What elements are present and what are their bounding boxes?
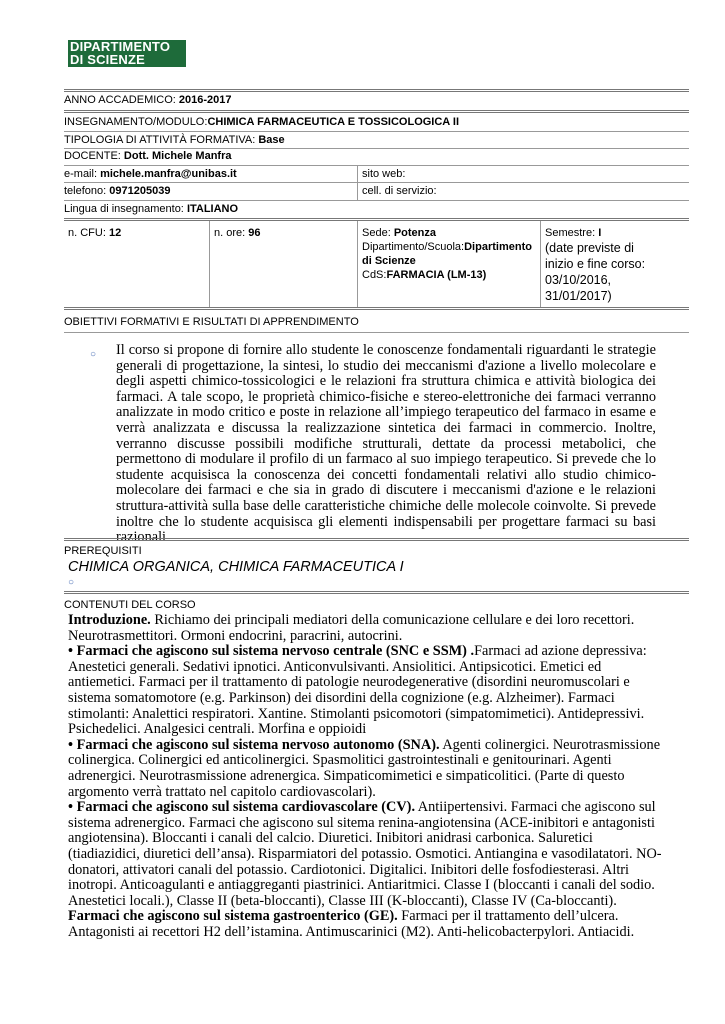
docente-value: Dott. Michele Manfra	[123, 150, 232, 162]
semestre-line-2: inizio e fine corso:	[545, 257, 646, 271]
logo-line-2: DI SCIENZE	[70, 51, 145, 67]
ore-cell: n. ore: 96	[214, 227, 261, 239]
cfu-cell: n. CFU: 12	[68, 227, 122, 239]
tipologia-row: TIPOLOGIA DI ATTIVITÀ FORMATIVA: Base	[64, 134, 285, 146]
semestre-cell: Semestre: I (date previste di inizio e fine corso: 03/10/2016, 31/01/2017)	[545, 226, 685, 304]
rule-10	[64, 332, 689, 333]
rule-2	[64, 110, 689, 113]
vline-contact	[357, 165, 358, 200]
sede-cell: Sede: Potenza Dipartimento/Scuola:Dipartimento di Scienze CdS:FARMACIA (LM-13)	[362, 227, 532, 281]
rule-12	[64, 591, 689, 594]
obiettivi-heading: OBIETTIVI FORMATIVI E RISULTATI DI APPRENDIMENTO	[64, 316, 359, 328]
rule-5	[64, 165, 689, 166]
contenuti-heading: CONTENUTI DEL CORSO	[64, 599, 196, 611]
anno-row: ANNO ACCADEMICO: 2016-2017	[64, 94, 232, 106]
contenuti-intro: Introduzione. Richiamo dei principali mediatori della comunicazione cellulare e dei loro recettori. Neurotrasmettitori. Ormoni endocrini, paracrini, autocrini.	[68, 612, 635, 644]
semestre-line-1: (date previste di	[545, 241, 634, 255]
sede-value: Potenza	[393, 227, 436, 239]
logo-line-1: DIPARTIMENTO	[70, 39, 171, 54]
top-double-rule	[64, 89, 689, 92]
dip-value: Dipartimento	[464, 241, 532, 253]
lingua-row: Lingua di insegnamento: ITALIANO	[64, 203, 239, 215]
contenuti-sna: • Farmaci che agiscono sul sistema nervoso autonomo (SNA). Agenti colinergici. Neurotrasmissione colinergica. Colinergici ed anticolinergici. Spasmolitici gastrointestinali e genitourinari. Agenti adrenergici. Neurotrasmissione adrenergica. Simpaticomimetici e simpaticolitici. (Parte di questo argomento verrà trattato nel capitolo cardiovascolari).	[68, 736, 661, 800]
sito-web-label: sito web:	[362, 168, 406, 180]
rule-9	[64, 307, 689, 310]
rule-7	[64, 200, 689, 201]
email-value: michele.manfra@unibas.it	[100, 168, 237, 180]
prerequisiti-text: CHIMICA ORGANICA, CHIMICA FARMACEUTICA I	[68, 559, 404, 575]
prerequisiti-bullet: ○	[68, 577, 75, 588]
rule-11	[64, 538, 689, 541]
cds-value: FARMACIA (LM-13)	[386, 269, 487, 281]
tipologia-value: Base	[258, 134, 285, 146]
anno-value: 2016-2017	[178, 94, 232, 106]
obiettivi-bullet: ○	[90, 349, 97, 360]
insegnamento-row: INSEGNAMENTO/MODULO:CHIMICA FARMACEUTICA E TOSSICOLOGICA II	[64, 116, 460, 128]
ore-value: 96	[248, 227, 261, 239]
rule-3	[64, 131, 689, 132]
lingua-value: ITALIANO	[186, 203, 239, 215]
insegnamento-value: CHIMICA FARMACEUTICA E TOSSICOLOGICA II	[207, 116, 460, 128]
rule-6	[64, 182, 689, 183]
semestre-line-4: 31/01/2017)	[545, 289, 612, 303]
semestre-value: I	[598, 227, 602, 239]
vline-1	[209, 221, 210, 307]
contenuti-cv: • Farmaci che agiscono sul sistema cardiovascolare (CV). Antiipertensivi. Farmaci che agiscono sul sistema adrenergico. Farmaci che agiscono sul sitema renina-angiotensina (ACE-inibitori e antagonisti angiotensina). Bloccanti i canali del calcio. Diuretici. Inibitori anidrasi carbonica. Saluretici (tiadiazidici, diuretici dell’ansa). Risparmiatori del potassio. Osmotici. Antiangina e vasodilatatori. NO-donatori, attivatori canali del potassio. Cardiotonici. Digitalici. Inibitori delle fosfodiesterasi. Altri inotropi. Anticoagulanti e antiaggreganti piastrinici. Antiaritmici. Classe I (bloccanti i canali del sodio. Anestetici locali.), Classe II (beta-bloccanti), Classe III (K-bloccanti), Classe IV (Ca-bloccanti).	[68, 799, 662, 909]
contenuti-snc: • Farmaci che agiscono sul sistema nervoso centrale (SNC e SSM) .Farmaci ad azione depressiva: Anestetici generali. Sedativi ipnotici. Anticonvulsivanti. Ansiolitici. Antipsicotici. Emetici ed antiemetici. Farmaci per il trattamento di patologie neurodegenerative (disordini neuromuscolari e sistema somatomotore (e.g. Parkinson) dei disordini della cognizione (e.g. Alzheimer). Farmaci stimolanti: Analettici respiratori. Xantine. Stimolanti psicomotori (simpatomimetici). Antidepressivi. Psichedelici. Analgesici centrali. Morfina e oppioidi	[68, 643, 647, 738]
docente-row: DOCENTE: Dott. Michele Manfra	[64, 150, 232, 162]
semestre-line-3: 03/10/2016,	[545, 273, 612, 287]
telefono-row: telefono: 0971205039	[64, 185, 171, 197]
prerequisiti-heading: PREREQUISITI	[64, 545, 142, 557]
cell-servizio-label: cell. di servizio:	[362, 185, 437, 197]
contenuti-ge: Farmaci che agiscono sul sistema gastroenterico (GE). Farmaci per il trattamento dell’ulcera. Antagonisti ai recettori H2 dell’istamina. Antimuscarinici (M2). Anti-helicobacterpylori. Antiacidi.	[68, 908, 635, 940]
email-row: e-mail: michele.manfra@unibas.it	[64, 168, 237, 180]
cfu-value: 12	[108, 227, 122, 239]
vline-3	[540, 221, 541, 307]
contenuti-body	[68, 613, 668, 940]
department-logo	[68, 40, 186, 67]
dip-value-2: di Scienze	[362, 255, 416, 267]
telefono-value: 0971205039	[109, 185, 171, 197]
rule-8	[64, 218, 689, 221]
vline-2	[357, 221, 358, 307]
obiettivi-text: Il corso si propone di fornire allo studente le conoscenze fondamentali riguardanti le strategie generali di progettazione, la sintesi, lo studio dei meccanismi d'azione a livello molecolare e degli aspetti chimico-tossicologici e le relazioni fra struttura chimica e attività biologica dei farmaci. A tale scopo, le proprietà chimico-fisiche e stereo-elettroniche dei farmaci verranno analizzate in modo critico e poste in relazione all’impiego terapeutico del farmaco in esame e verrà analizzata e discussa la realizzazione sintetica dei farmaci in commercio. Inoltre, verranno discusse possibili modifiche strutturali, dettate da processi metabolici, che permettono di modulare il profilo di un farmaco al suo impiego terapeutico. Si prevede che lo studente acquisisca la conoscenza dei concetti fondamentali relativi allo studio chimico-molecolare dei farmaci e che sia in grado di discutere i meccanismi d'azione e le relazioni struttura-attività sulla base delle caratteristiche chimiche delle molecole coinvolte. Si prevede inoltre che lo studente acquisisca gli elementi indispensabili per progettare farmaci su basi razionali	[116, 342, 656, 546]
